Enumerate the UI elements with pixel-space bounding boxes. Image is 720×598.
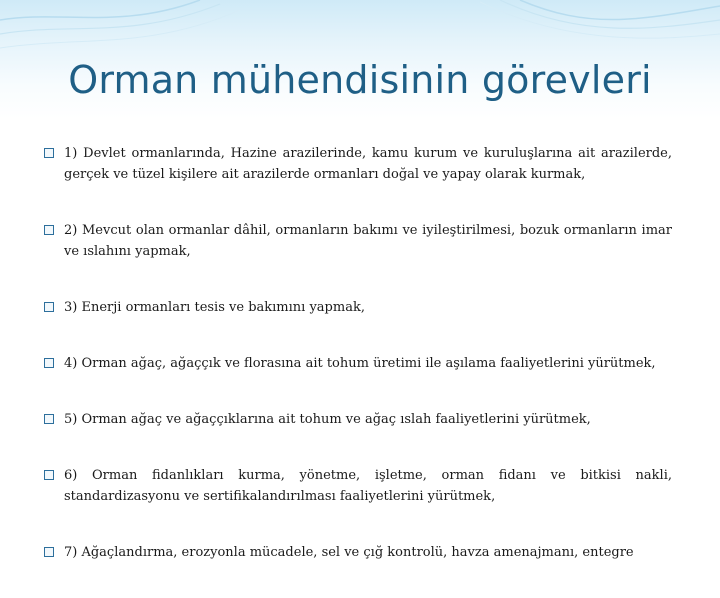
square-bullet-icon xyxy=(44,302,54,312)
list-item-text: 7) Ağaçlandırma, erozyonla mücadele, sel ve çığ kontrolü, havza amenajmanı, entegre xyxy=(64,545,634,560)
list-item xyxy=(44,353,672,374)
square-bullet-icon xyxy=(44,225,54,235)
list-item-text: 3) Enerji ormanları tesis ve bakımını yapmak, xyxy=(64,300,365,315)
list-item-text: 1) Devlet ormanlarında, Hazine arazilerinde, kamu kurum ve kuruluşlarına ait arazilerde, gerçek ve tüzel kişilere ait arazilerde ormanları doğal ve yapay olarak kurmak, xyxy=(64,146,672,182)
square-bullet-icon xyxy=(44,414,54,424)
square-bullet-icon xyxy=(44,148,54,158)
list-item xyxy=(44,143,672,185)
square-bullet-icon xyxy=(44,470,54,480)
page-title: Orman mühendisinin görevleri xyxy=(68,58,652,102)
duty-list xyxy=(44,143,672,598)
list-item-text: 6) Orman fidanlıkları kurma, yönetme, işletme, orman fidanı ve bitkisi nakli, standardizasyonu ve sertifikalandırılması faaliyetlerini yürütmek, xyxy=(64,468,672,504)
list-item-text: 2) Mevcut olan ormanlar dâhil, ormanların bakımı ve iyileştirilmesi, bozuk ormanların imar ve ıslahını yapmak, xyxy=(64,223,672,259)
list-item xyxy=(44,220,672,262)
list-item-text: 5) Orman ağaç ve ağaççıklarına ait tohum ve ağaç ıslah faaliyetlerini yürütmek, xyxy=(64,412,591,427)
square-bullet-icon xyxy=(44,358,54,368)
list-item xyxy=(44,542,672,563)
list-item xyxy=(44,297,672,318)
list-item-text: 4) Orman ağaç, ağaççık ve florasına ait tohum üretimi ile aşılama faaliyetlerini yürütmek, xyxy=(64,356,656,371)
list-item xyxy=(44,409,672,430)
square-bullet-icon xyxy=(44,547,54,557)
list-item xyxy=(44,465,672,507)
